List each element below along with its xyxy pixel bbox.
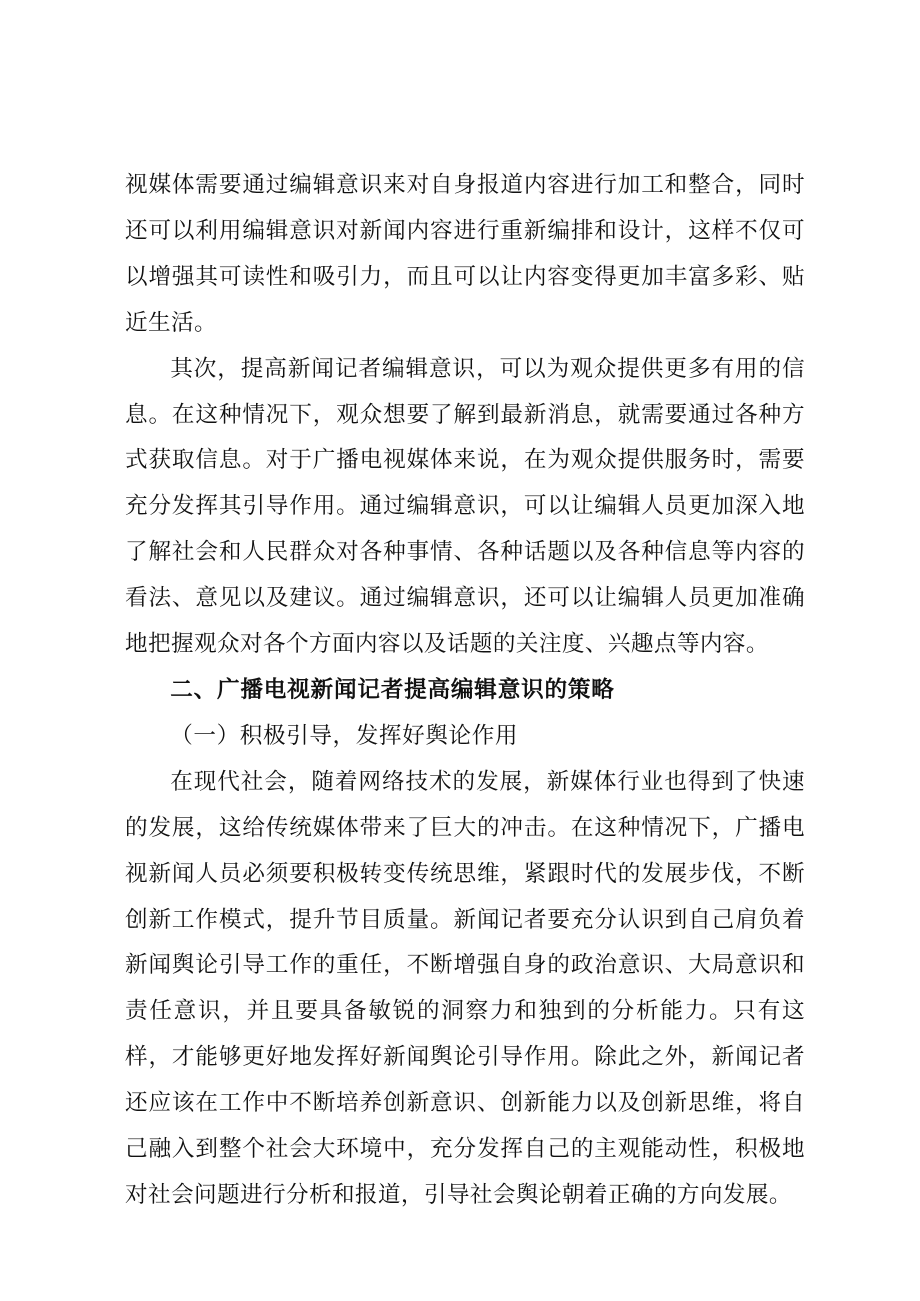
body-paragraph: 其次，提高新闻记者编辑意识，可以为观众提供更多有用的信息。在这种情况下，观众想要了解到最新消息，就需要通过各种方式获取信息。对于广播电视媒体来说，在为观众提供服务时，需要充分发挥其引导作用。通过编辑意识，可以让编辑人员更加深入地了解社会和人民群众对各种事情、各种话题以及各种信息等内容的看法、意见以及建议。通过编辑意识，还可以让编辑人员更加准确地把握观众对各个方面内容以及话题的关注度、兴趣点等内容。: [125, 355, 805, 658]
document-body: [125, 163, 805, 1219]
subsection-heading: （一）积极引导，发挥好舆论作用: [170, 722, 519, 749]
section-paragraph: 在现代社会，随着网络技术的发展，新媒体行业也得到了快速的发展，这给传统媒体带来了巨大的冲击。在这种情况下，广播电视新闻人员必须要积极转变传统思维，紧跟时代的发展步伐，不断创新工作模式，提升节目质量。新闻记者要充分认识到自己肩负着新闻舆论引导工作的重任，不断增强自身的政治意识、大局意识和责任意识，并且要具备敏锐的洞察力和独到的分析能力。只有这样，才能够更好地发挥好新闻舆论引导作用。除此之外，新闻记者还应该在工作中不断培养创新意识、创新能力以及创新思维，将自己融入到整个社会大环境中，充分发挥自己的主观能动性，积极地对社会问题进行分析和报道，引导社会舆论朝着正确的方向发展。: [125, 768, 805, 1208]
section-heading: 二、广播电视新闻记者提高编辑意识的策略: [170, 676, 615, 703]
continued-paragraph: 视媒体需要通过编辑意识来对自身报道内容进行加工和整合，同时还可以利用编辑意识对新闻内容进行重新编排和设计，这样不仅可以增强其可读性和吸引力，而且可以让内容变得更加丰富多彩、贴近生活。: [125, 172, 805, 336]
